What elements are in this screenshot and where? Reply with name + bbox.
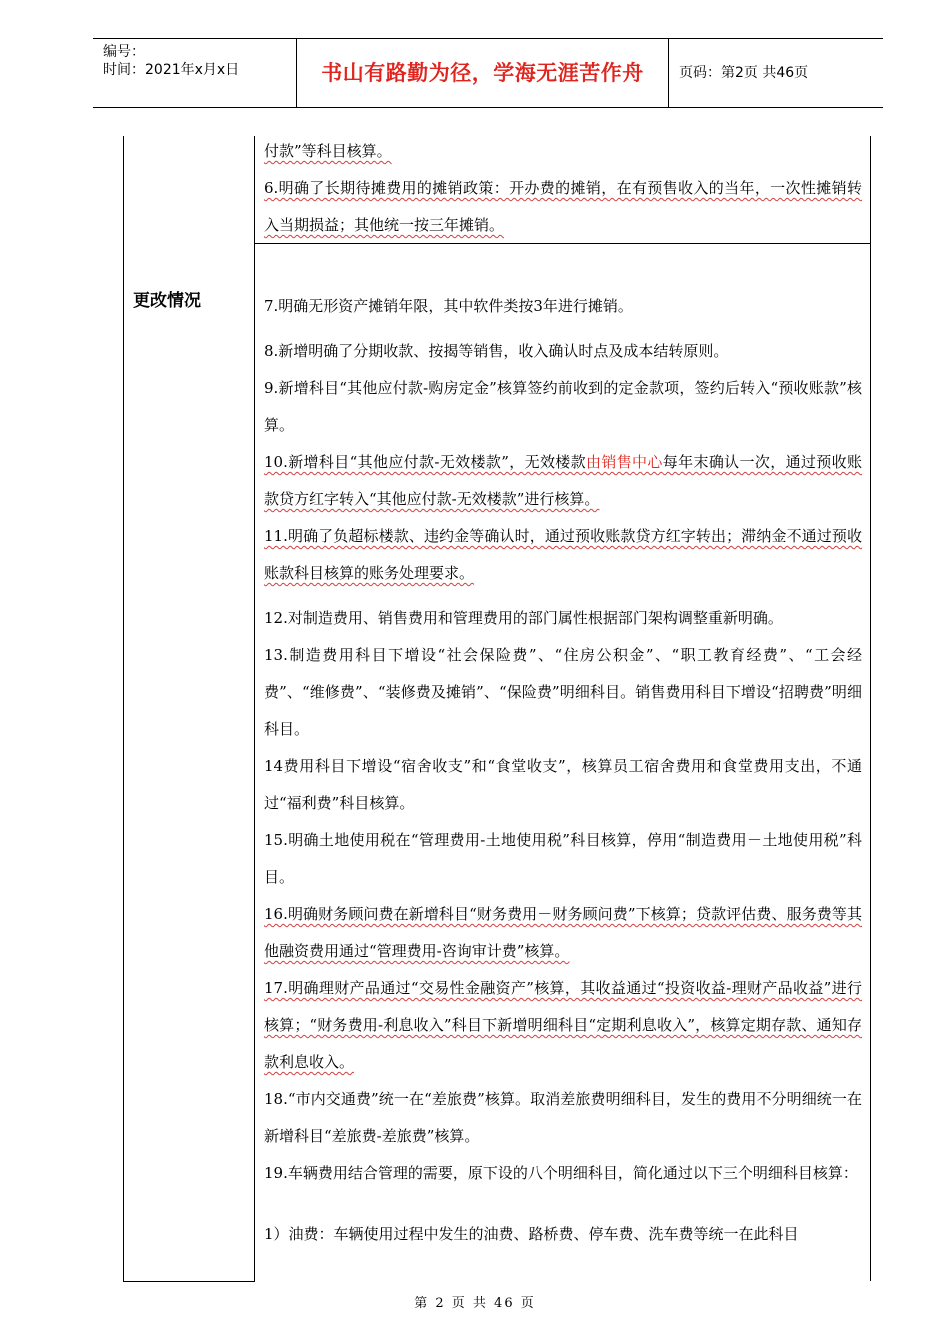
header-motto: 书山有路勤为径，学海无涯苦作舟 — [297, 39, 669, 107]
page-footer: 第 2 页 共 46 页 — [414, 1296, 536, 1311]
list-item: 1）油费：车辆使用过程中发生的油费、路桥费、停车费、洗车费等统一在此科目 — [264, 1225, 799, 1243]
table-border-left — [123, 136, 124, 1281]
table-cell-main — [264, 288, 862, 1253]
row-label-changes: 更改情况 — [133, 291, 201, 311]
list-item: 6.明确了长期待摊费用的摊销政策：开办费的摊销，在有预售收入的当年，一次性摊销转入当期损益；其他统一按三年摊销。 — [264, 179, 862, 234]
table-border-right — [870, 136, 871, 1281]
list-item: 15.明确土地使用税在“管理费用-土地使用税”科目核算，停用“制造费用－土地使用税”科目。 — [264, 831, 862, 886]
page-header — [93, 38, 883, 108]
list-item: 19.车辆费用结合管理的需要，原下设的八个明细科目，简化通过以下三个明细科目核算： — [264, 1164, 858, 1182]
list-item: 12.对制造费用、销售费用和管理费用的部门属性根据部门架构调整重新明确。 — [264, 609, 783, 627]
list-item: 7.明确无形资产摊销年限，其中软件类按3年进行摊销。 — [264, 297, 633, 315]
highlighted-text: 由销售中心 — [586, 453, 663, 471]
list-item: 14费用科目下增设“宿舍收支”和“食堂收支”，核算员工宿舍费用和食堂费用支出，不通过“福利费”科目核算。 — [264, 757, 862, 812]
table-cell-top — [264, 133, 862, 244]
list-item: 16.明确财务顾问费在新增科目“财务费用－财务顾问费”下核算；贷款评估费、服务费等其他融资费用通过“管理费用-咨询审计费”核算。 — [264, 905, 862, 960]
list-item: 8.新增明确了分期收款、按揭等销售，收入确认时点及成本结转原则。 — [264, 342, 729, 360]
list-item: 13.制造费用科目下增设“社会保险费”、“住房公积金”、“职工教育经费”、“工会经费”、“维修费”、“装修费及摊销”、“保险费”明细科目。销售费用科目下增设“招聘费”明细科目。 — [264, 646, 862, 738]
list-item: 付款”等科目核算。 — [264, 142, 392, 160]
table-border-middle — [254, 136, 255, 1281]
code-label: 编号： — [103, 44, 145, 60]
time-label: 时间：2021年x月x日 — [103, 62, 240, 78]
header-page-number: 页码：第2页 共46页 — [679, 65, 809, 81]
list-item: 11.明确了负超标楼款、违约金等确认时，通过预收账款贷方红字转出；滞纳金不通过预收账款科目核算的账务处理要求。 — [264, 527, 862, 582]
header-meta-cell — [93, 39, 297, 107]
list-item: 9.新增科目“其他应付款-购房定金”核算签约前收到的定金款项，签约后转入“预收账款”核算。 — [264, 379, 862, 434]
list-item: 10.新增科目“其他应付款-无效楼款”，无效楼款由销售中心每年末确认一次，通过预收账款贷方红字转入“其他应付款-无效楼款”进行核算。 — [264, 453, 862, 508]
list-item: 17.明确理财产品通过“交易性金融资产”核算，其收益通过“投资收益-理财产品收益”进行核算；“财务费用-利息收入”科目下新增明细科目“定期利息收入”，核算定期存款、通知存款利息收入。 — [264, 979, 862, 1071]
table-border-bottom — [123, 1281, 255, 1282]
list-item: 18.“市内交通费”统一在“差旅费”核算。取消差旅费明细科目，发生的费用不分明细统一在新增科目“差旅费-差旅费”核算。 — [264, 1090, 862, 1145]
